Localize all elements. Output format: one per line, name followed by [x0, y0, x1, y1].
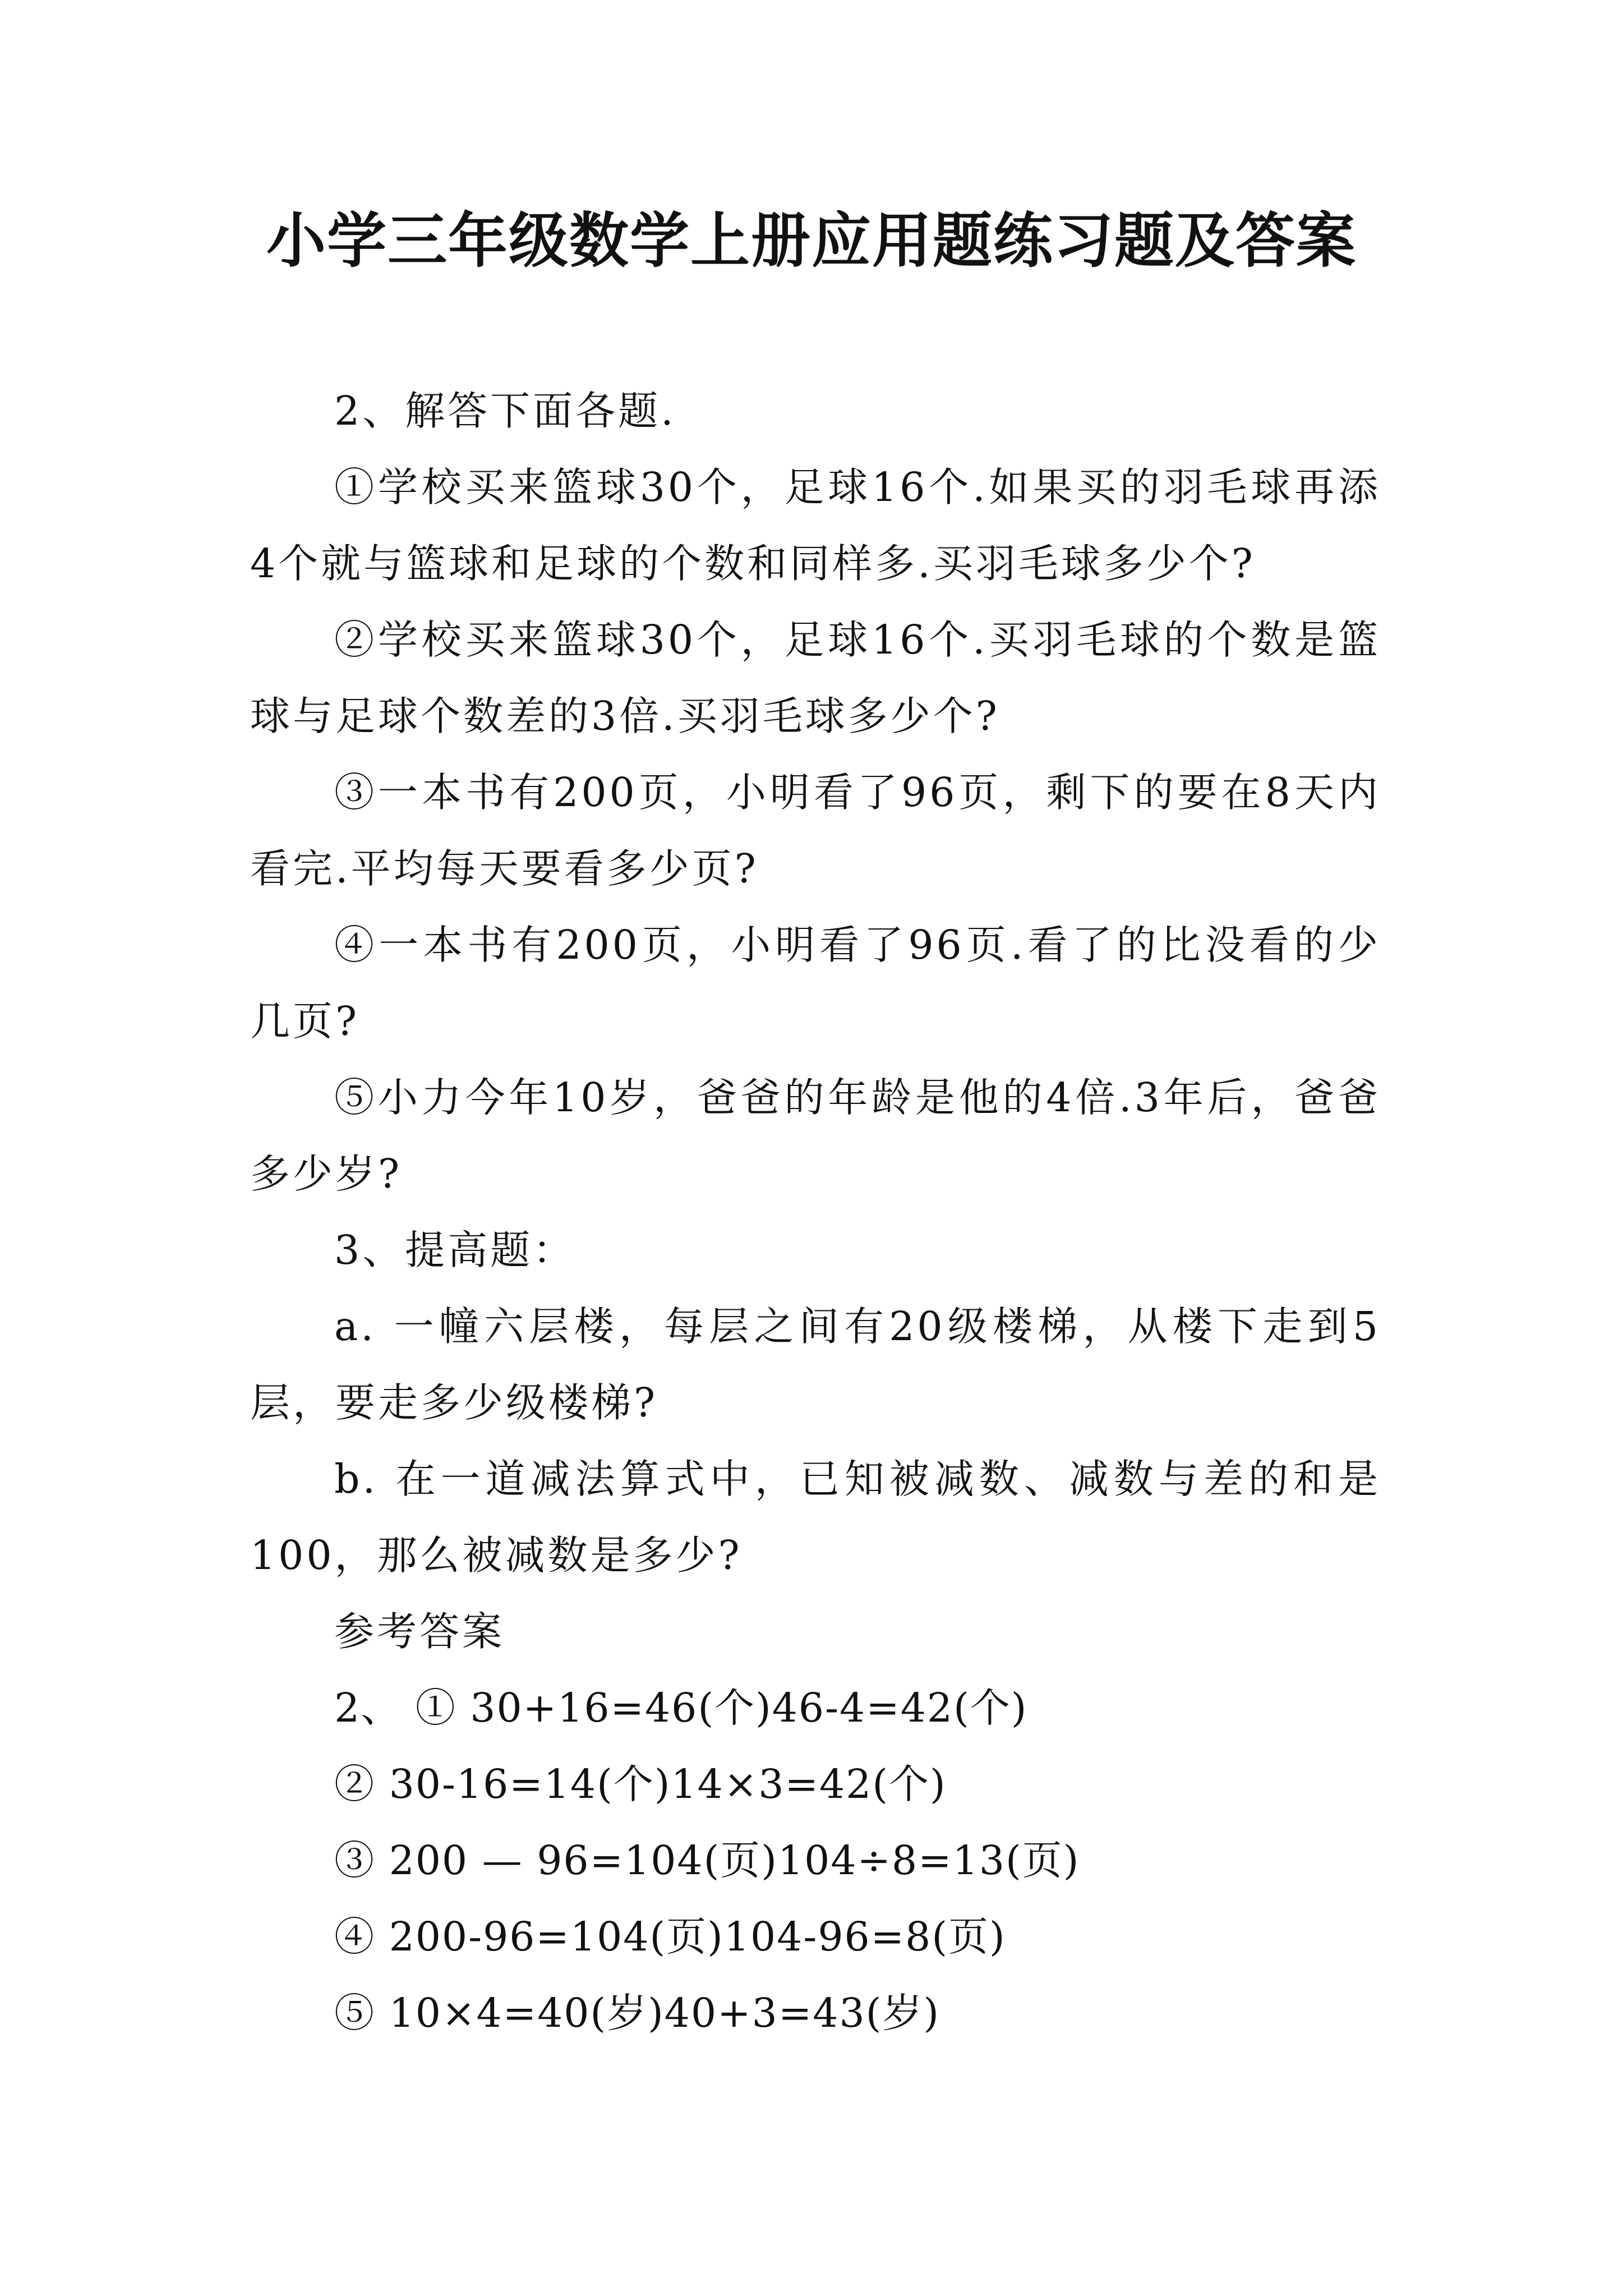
advanced-problem-a: a. 一幢六层楼，每层之间有20级楼梯，从楼下走到5层，要走多少级楼梯? — [250, 1303, 1381, 1426]
answer-1: 2、 ① 30+16=46(个)46-4=42(个) — [334, 1685, 1028, 1731]
answer-2: ② 30-16=14(个)14×3=42(个) — [334, 1761, 947, 1807]
problem-2: ②学校买来篮球30个，足球16个.买羽毛球的个数是篮球与足球个数差的3倍.买羽毛球多少个? — [250, 616, 1381, 739]
document-title: 小学三年级数学上册应用题练习题及答案 — [266, 206, 1357, 275]
problem-3: ③一本书有200页，小明看了96页，剩下的要在8天内看完.平均每天要看多少页? — [250, 769, 1381, 892]
answer-5: ⑤ 10×4=40(岁)40+3=43(岁) — [334, 1990, 940, 2036]
problem-4: ④一本书有200页，小明看了96页.看了的比没看的少几页? — [250, 922, 1381, 1045]
problem-1: ①学校买来篮球30个，足球16个.如果买的羽毛球再添4个就与篮球和足球的个数和同样多.买羽毛球多少个? — [250, 464, 1381, 587]
document-body — [250, 373, 1381, 2051]
section-2-heading: 2、解答下面各题. — [334, 388, 676, 434]
answers-heading: 参考答案 — [334, 1608, 505, 1655]
answer-4: ④ 200-96=104(页)104-96=8(页) — [334, 1913, 1006, 1960]
answer-3: ③ 200 — 96=104(页)104÷8=13(页) — [334, 1837, 1080, 1884]
problem-5: ⑤小力今年10岁，爸爸的年龄是他的4倍.3年后，爸爸多少岁? — [250, 1074, 1381, 1197]
section-3-heading: 3、提高题： — [334, 1227, 576, 1273]
advanced-problem-b: b. 在一道减法算式中，已知被减数、减数与差的和是100，那么被减数是多少? — [250, 1456, 1381, 1579]
